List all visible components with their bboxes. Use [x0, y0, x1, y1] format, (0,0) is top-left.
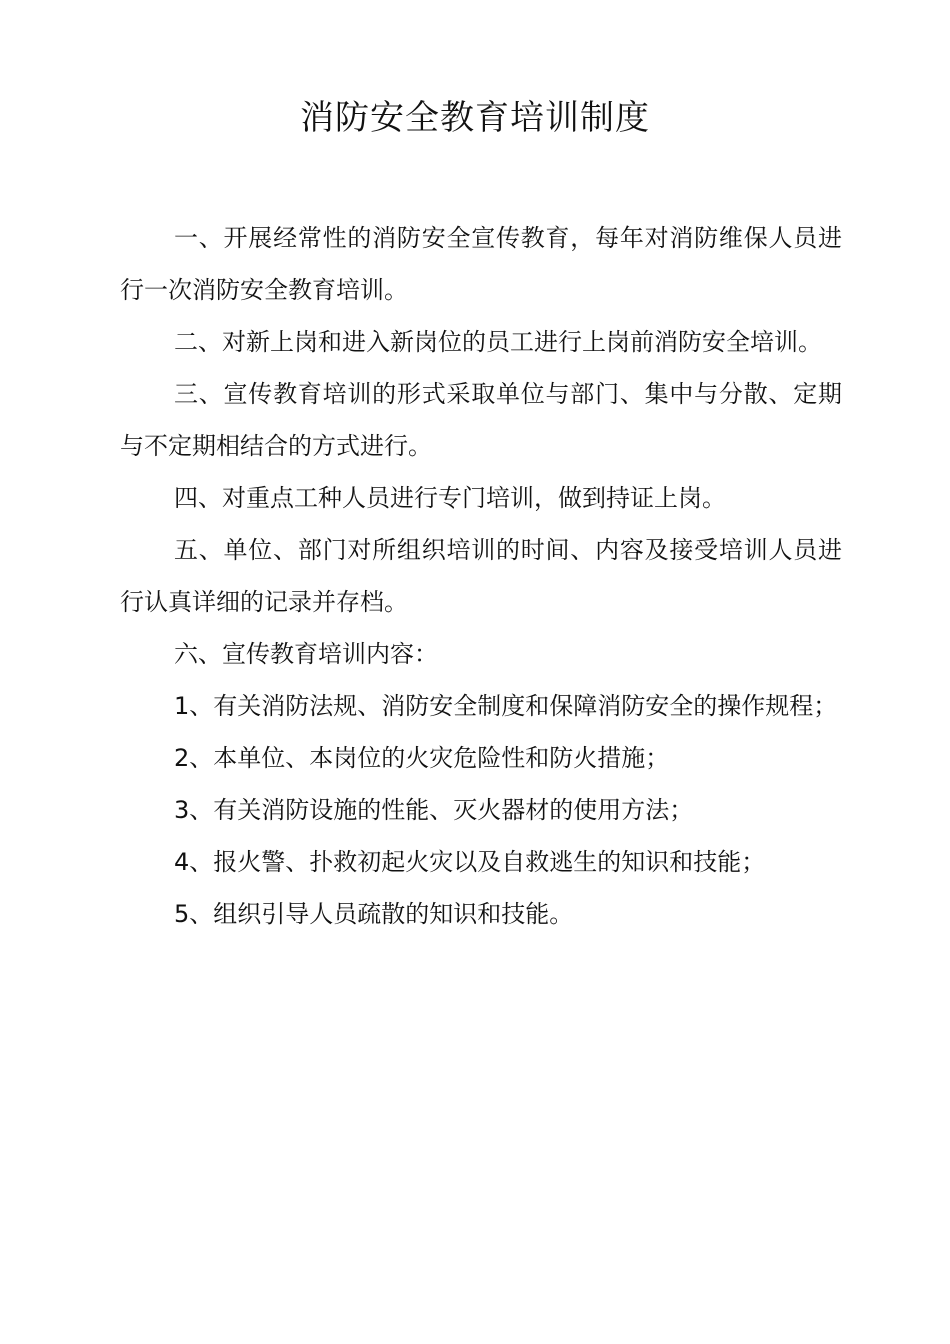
- list-item-3: 3、有关消防设施的性能、灭火器材的使用方法；: [174, 796, 694, 824]
- paragraph-6: 六、宣传教育培训内容：: [174, 640, 438, 668]
- list-item-1: 1、有关消防法规、消防安全制度和保障消防安全的操作规程；: [174, 692, 838, 720]
- list-item-2: 2、本单位、本岗位的火灾危险性和防火措施；: [174, 744, 670, 772]
- paragraph-1: 一、开展经常性的消防安全宣传教育，每年对消防维保人员进行一次消防安全教育培训。: [120, 224, 842, 304]
- document-body: [120, 212, 842, 940]
- paragraph-3: 三、宣传教育培训的形式采取单位与部门、集中与分散、定期与不定期相结合的方式进行。: [120, 380, 842, 460]
- paragraph-2: 二、对新上岗和进入新岗位的员工进行上岗前消防安全培训。: [174, 328, 822, 356]
- document-title: 消防安全教育培训制度: [300, 98, 650, 138]
- list-item-4: 4、报火警、扑救初起火灾以及自救逃生的知识和技能；: [174, 848, 766, 876]
- list-item-5: 5、组织引导人员疏散的知识和技能。: [174, 900, 574, 928]
- paragraph-4: 四、对重点工种人员进行专门培训，做到持证上岗。: [174, 484, 726, 512]
- paragraph-5: 五、单位、部门对所组织培训的时间、内容及接受培训人员进行认真详细的记录并存档。: [120, 536, 842, 616]
